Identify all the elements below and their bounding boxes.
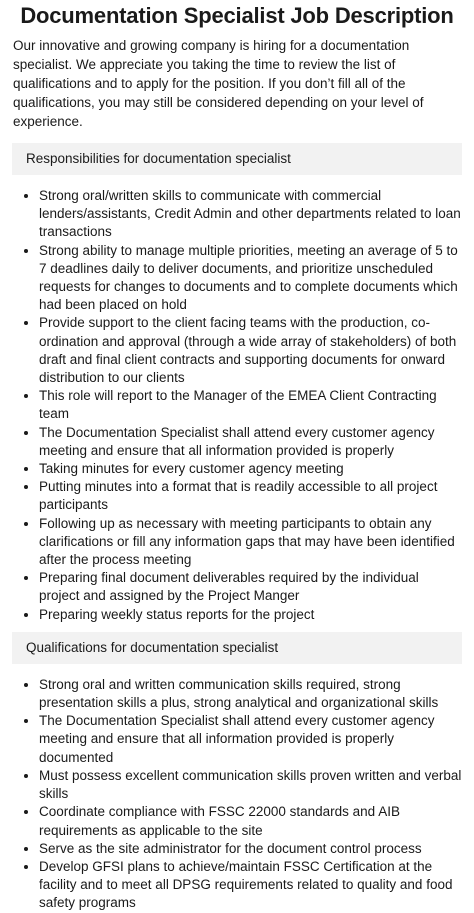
intro-paragraph: Our innovative and growing company is hiring for a documentation specialist. We appreciate you taking the time to review the list of qualifications and to apply for the position. If you don’t fill all of the qualifications, you may still be considered depending on your level of experience.	[13, 38, 424, 129]
list-item: • Following up as necessary with meeting participants to obtain any clarifications or fill any information gaps that may have been identified after the process meeting	[39, 515, 462, 570]
list-item: • Provide support to the client facing teams with the production, co-ordination and approval (through a wide array of stakeholders) of both draft and final client contracts and supporting documents for onward distribution to our clients	[39, 314, 462, 387]
list-item: • Strong ability to manage multiple priorities, meeting an average of 5 to 7 deadlines daily to deliver documents, and prioritize unscheduled requests for changes to documents and to complete documents which had been placed on hold	[39, 242, 462, 315]
list-item: • Must possess excellent communication skills proven written and verbal skills	[39, 767, 462, 803]
list-item: • Preparing weekly status reports for the project	[39, 606, 462, 624]
responsibilities-heading: Responsibilities for documentation specialist	[12, 143, 462, 175]
qualifications-heading: Qualifications for documentation specialist	[12, 632, 462, 664]
list-item: • Coordinate compliance with FSSC 22000 standards and AIB requirements as applicable to the site	[39, 803, 462, 839]
page-title: Documentation Specialist Job Description	[20, 3, 454, 28]
responsibilities-list	[12, 187, 462, 624]
list-item: • The Documentation Specialist shall attend every customer agency meeting and ensure that all information provided is properly documented	[39, 712, 462, 767]
list-item: • The Documentation Specialist shall attend every customer agency meeting and ensure that all information provided is properly	[39, 424, 462, 460]
qualifications-list	[12, 676, 462, 913]
list-item: • Strong oral/written skills to communicate with commercial lenders/assistants, Credit Admin and other departments related to loan transactions	[39, 187, 462, 242]
list-item: • Strong oral and written communication skills required, strong presentation skills a plus, strong analytical and organizational skills	[39, 676, 462, 712]
list-item: • Develop GFSI plans to achieve/maintain FSSC Certification at the facility and to meet all DPSG requirements related to quality and food safety programs	[39, 858, 462, 913]
list-item: • This role will report to the Manager of the EMEA Client Contracting team	[39, 387, 462, 423]
list-item: • Serve as the site administrator for the document control process	[39, 840, 462, 858]
job-description-page	[0, 2, 474, 911]
list-item: • Putting minutes into a format that is readily accessible to all project participants	[39, 478, 462, 514]
list-item: • Taking minutes for every customer agency meeting	[39, 460, 462, 478]
list-item: • Preparing final document deliverables required by the individual project and assigned by the Project Manger	[39, 569, 462, 605]
